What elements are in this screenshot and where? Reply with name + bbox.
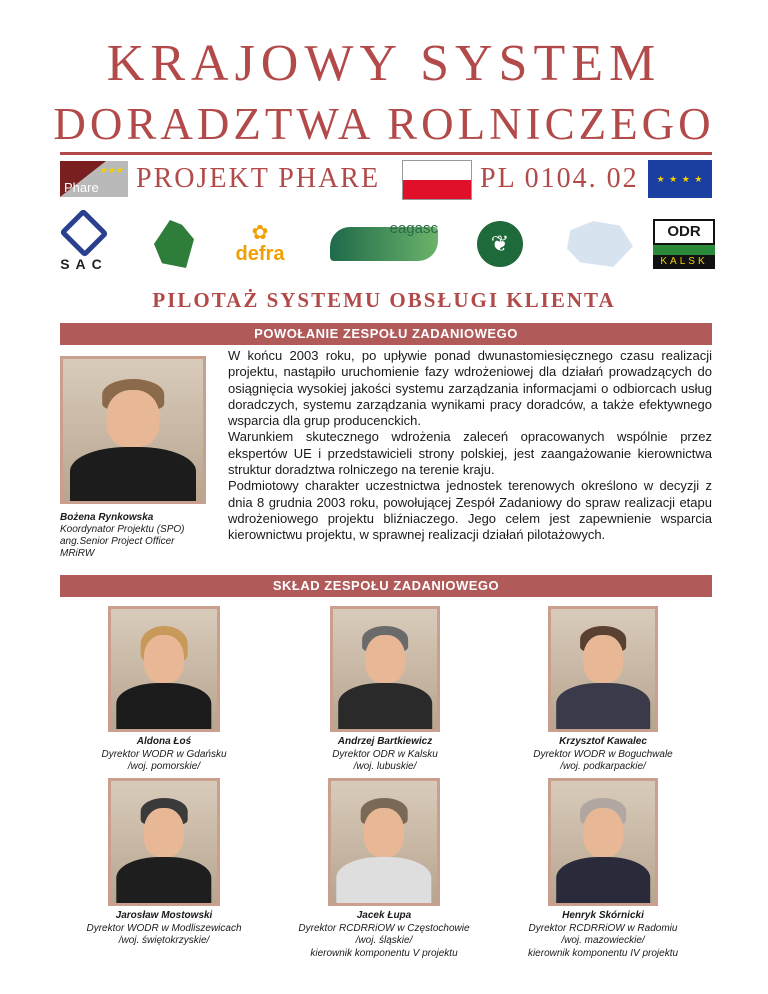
sac-logo-text: SAC — [60, 256, 108, 272]
portrait-member — [330, 606, 440, 732]
member-role: Dyrektor WODR w Boguchwale — [533, 748, 673, 760]
member-caption — [503, 910, 703, 960]
main-person-role: Koordynator Projektu (SPO) — [60, 524, 185, 535]
sac-logo — [52, 216, 116, 272]
section-heading-members: SKŁAD ZESPOŁU ZADANIOWEGO — [60, 575, 712, 597]
member-name: Henryk Skórnicki — [562, 910, 644, 921]
header-divider — [60, 152, 712, 155]
main-person-name: Bożena Rynkowska — [60, 512, 154, 523]
eu-stars-icon: ★★★ — [99, 165, 124, 175]
portrait-member — [548, 606, 658, 732]
member-role: Dyrektor RCDRRiOW w Radomiu — [528, 922, 678, 934]
title-line-1: KRAJOWY SYSTEM — [106, 35, 662, 92]
portrait-member — [108, 778, 220, 906]
member-caption — [64, 736, 264, 774]
member-role: Dyrektor WODR w Gdańsku — [101, 748, 227, 760]
eu-flag-icon: ★ ★ ★ ★ — [648, 160, 712, 198]
phare-logo — [60, 161, 128, 197]
teagasc-logo — [324, 216, 444, 272]
title-line-2: DORADZTWA ROLNICZEGO — [53, 99, 715, 149]
member-caption — [503, 736, 703, 774]
portrait-member — [328, 778, 440, 906]
member-role: Dyrektor WODR w Modliszewicach — [86, 922, 242, 934]
paragraph: W końcu 2003 roku, po upływie ponad dwunastomiesięcznego czasu realizacji projektu, nastąpiło uruchomienie fazy wdrożeniowej dla działań prowadzących do osiągnięcia wysokiej jakości systemu zarządzania informacjami o odbiorcach usług doradczych, systemu zarządzania wynikami pracy doradców, a także efektywnego wsparcia dla grup producenckich. — [228, 348, 712, 429]
member-name: Jacek Łupa — [356, 910, 412, 921]
member-caption — [285, 736, 485, 774]
member-region: /woj. świętokrzyskie/ — [118, 935, 210, 946]
odr-logo-text: ODR — [653, 219, 715, 245]
member-region: /woj. śląskie/ — [355, 935, 413, 946]
member-caption — [284, 910, 484, 960]
poland-flag-icon — [402, 160, 472, 200]
paragraph: Warunkiem skutecznego wdrożenia zaleceń opracowanych wspólnie przez ekspertów UE i przedstawicieli strony polskiej, jest zaangażowanie kierownictwa struktur doradztwa rolniczego na terenie kraju. — [228, 429, 712, 478]
main-person-role-en: ang.Senior Project Officer — [60, 536, 175, 547]
kalsk-logo-text: KALSK — [653, 255, 715, 269]
section-heading-appointment: POWOŁANIE ZESPOŁU ZADANIOWEGO — [60, 323, 712, 345]
member-name: Jarosław Mostowski — [115, 910, 213, 921]
member-role: Dyrektor RCDRRiOW w Częstochowie — [298, 922, 470, 934]
member-caption — [64, 910, 264, 948]
teagasc-logo-text: eagasc — [389, 220, 438, 237]
member-role: Dyrektor ODR w Kalsku — [332, 748, 438, 760]
wheat-icon: ❦ — [477, 221, 523, 267]
main-person-caption — [60, 512, 220, 560]
portrait-main-person — [60, 356, 206, 504]
member-region: /woj. pomorskie/ — [127, 761, 201, 772]
phare-logo-text: Phare — [64, 180, 99, 195]
main-person-ministry: MRiRW — [60, 548, 95, 559]
project-number: PL 0104. 02 — [480, 163, 639, 194]
member-name: Krzysztof Kawalec — [559, 736, 647, 747]
neco-logo — [146, 216, 202, 272]
member-name: Aldona Łoś — [136, 736, 192, 747]
odr-kalsk-logo — [652, 216, 716, 272]
member-region: /woj. mazowieckie/ — [561, 935, 645, 946]
intro-text — [228, 348, 712, 544]
member-region: /woj. lubuskie/ — [353, 761, 417, 772]
ministry-seal-logo — [472, 216, 528, 272]
project-label: PROJEKT PHARE — [136, 163, 381, 194]
defra-logo-text: defra — [235, 242, 285, 265]
poland-map-logo — [562, 216, 638, 272]
portrait-member — [548, 778, 658, 906]
defra-leaf-icon: ✿ — [251, 221, 269, 244]
member-name: Andrzej Bartkiewicz — [337, 736, 433, 747]
member-component: kierownik komponentu V projektu — [310, 947, 458, 959]
paragraph: Podmiotowy charakter uczestnictwa jednostek terenowych określono w decyzji z dnia 8 grudnia 2003 roku, powołującej Zespół Zadaniowy do spraw realizacji etapu wdrożeniowego projektu bliźniaczego. Jego celem jest zapewnienie wsparcia kierownictwu projektu, w sprawnej realizacji działań pilotażowych. — [228, 478, 712, 543]
portrait-member — [108, 606, 220, 732]
defra-logo — [220, 216, 300, 272]
member-component: kierownik komponentu IV projektu — [527, 947, 679, 959]
member-region: /woj. podkarpackie/ — [560, 761, 646, 772]
page-subtitle: PILOTAŻ SYSTEMU OBSŁUGI KLIENTA — [152, 288, 616, 312]
